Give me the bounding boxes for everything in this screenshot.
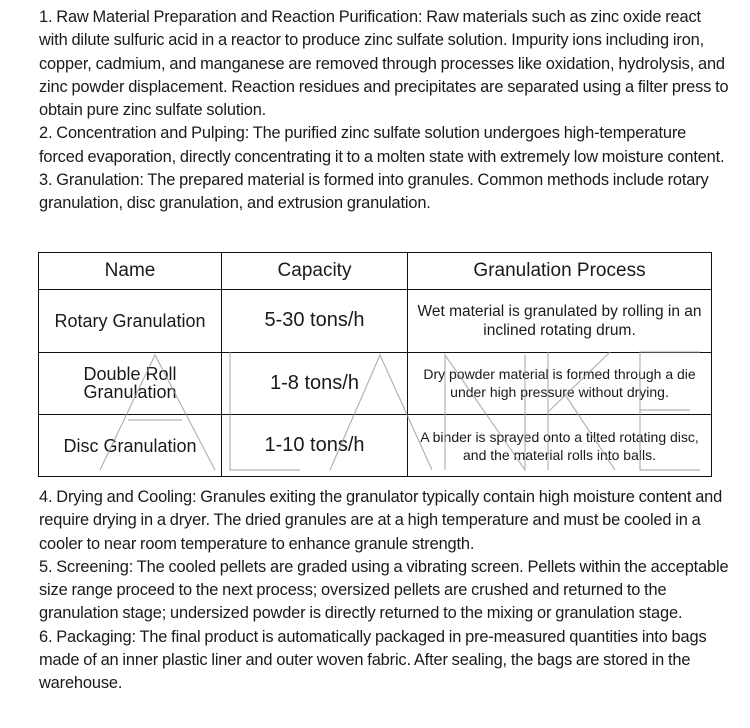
row-name-cell: Double Roll Granulation <box>39 352 222 415</box>
table-row <box>39 415 712 477</box>
intro-section <box>39 6 729 216</box>
step-3-granulation-paragraph: 3. Granulation: The prepared material is formed into granules. Common methods include rotary granulation, disc granulation, and extrusion granulation. <box>39 171 709 213</box>
header-capacity: Capacity <box>222 253 408 290</box>
step-4-drying-paragraph: 4. Drying and Cooling: Granules exiting the granulator typically contain high moisture content and require drying in a dryer. The dried granules are at a high temperature and must be cooled in a cooler to near room temperature to enhance granule strength. <box>39 488 723 553</box>
row-process-cell: Wet material is granulated by rolling in an inclined rotating drum. <box>408 290 712 353</box>
row-capacity-cell: 1-10 tons/h <box>222 415 408 477</box>
following-section <box>39 486 729 696</box>
granulation-methods-table <box>38 252 712 477</box>
header-name: Name <box>39 253 222 290</box>
row-capacity-cell: 5-30 tons/h <box>222 290 408 353</box>
row-name-cell: Disc Granulation <box>39 415 222 477</box>
step-5-screening-paragraph: 5. Screening: The cooled pellets are graded using a vibrating screen. Pellets within the acceptable size range proceed to the next process; oversized pellets are crushed and returned to the granulation stage; undersized powder is directly returned to the mixing or granulation stage. <box>39 557 729 623</box>
step-1-raw-material-paragraph: 1. Raw Material Preparation and Reaction Purification: Raw materials such as zinc oxide react with dilute sulfuric acid in a reactor to produce zinc sulfate solution. Impurity ions including iron, copper, cadmium, and manganese are removed through processes like oxidation, hydrolysis, and zinc powder displacement. Reaction residues and precipitates are separated using a filter press to obtain pure zinc sulfate solution. <box>39 8 729 120</box>
row-process-cell: A binder is sprayed onto a tilted rotating disc, and the material rolls into balls. <box>408 415 712 477</box>
step-2-concentration-paragraph: 2. Concentration and Pulping: The purified zinc sulfate solution undergoes high-temperature forced evaporation, directly concentrating it to a molten state with extremely low moisture content. <box>39 124 725 166</box>
row-process-cell: Dry powder material is formed through a die under high pressure without drying. <box>408 352 712 415</box>
header-granulation-process: Granulation Process <box>408 253 712 290</box>
row-capacity-cell: 1-8 tons/h <box>222 352 408 415</box>
step-6-packaging-paragraph: 6. Packaging: The final product is automatically packaged in pre-measured quantities into bags made of an inner plastic liner and outer woven fabric. After sealing, the bags are stored in the warehouse. <box>39 627 707 693</box>
table-header-row <box>39 253 712 290</box>
table-row <box>39 290 712 353</box>
table-row <box>39 352 712 415</box>
row-name-cell: Rotary Granulation <box>39 290 222 353</box>
